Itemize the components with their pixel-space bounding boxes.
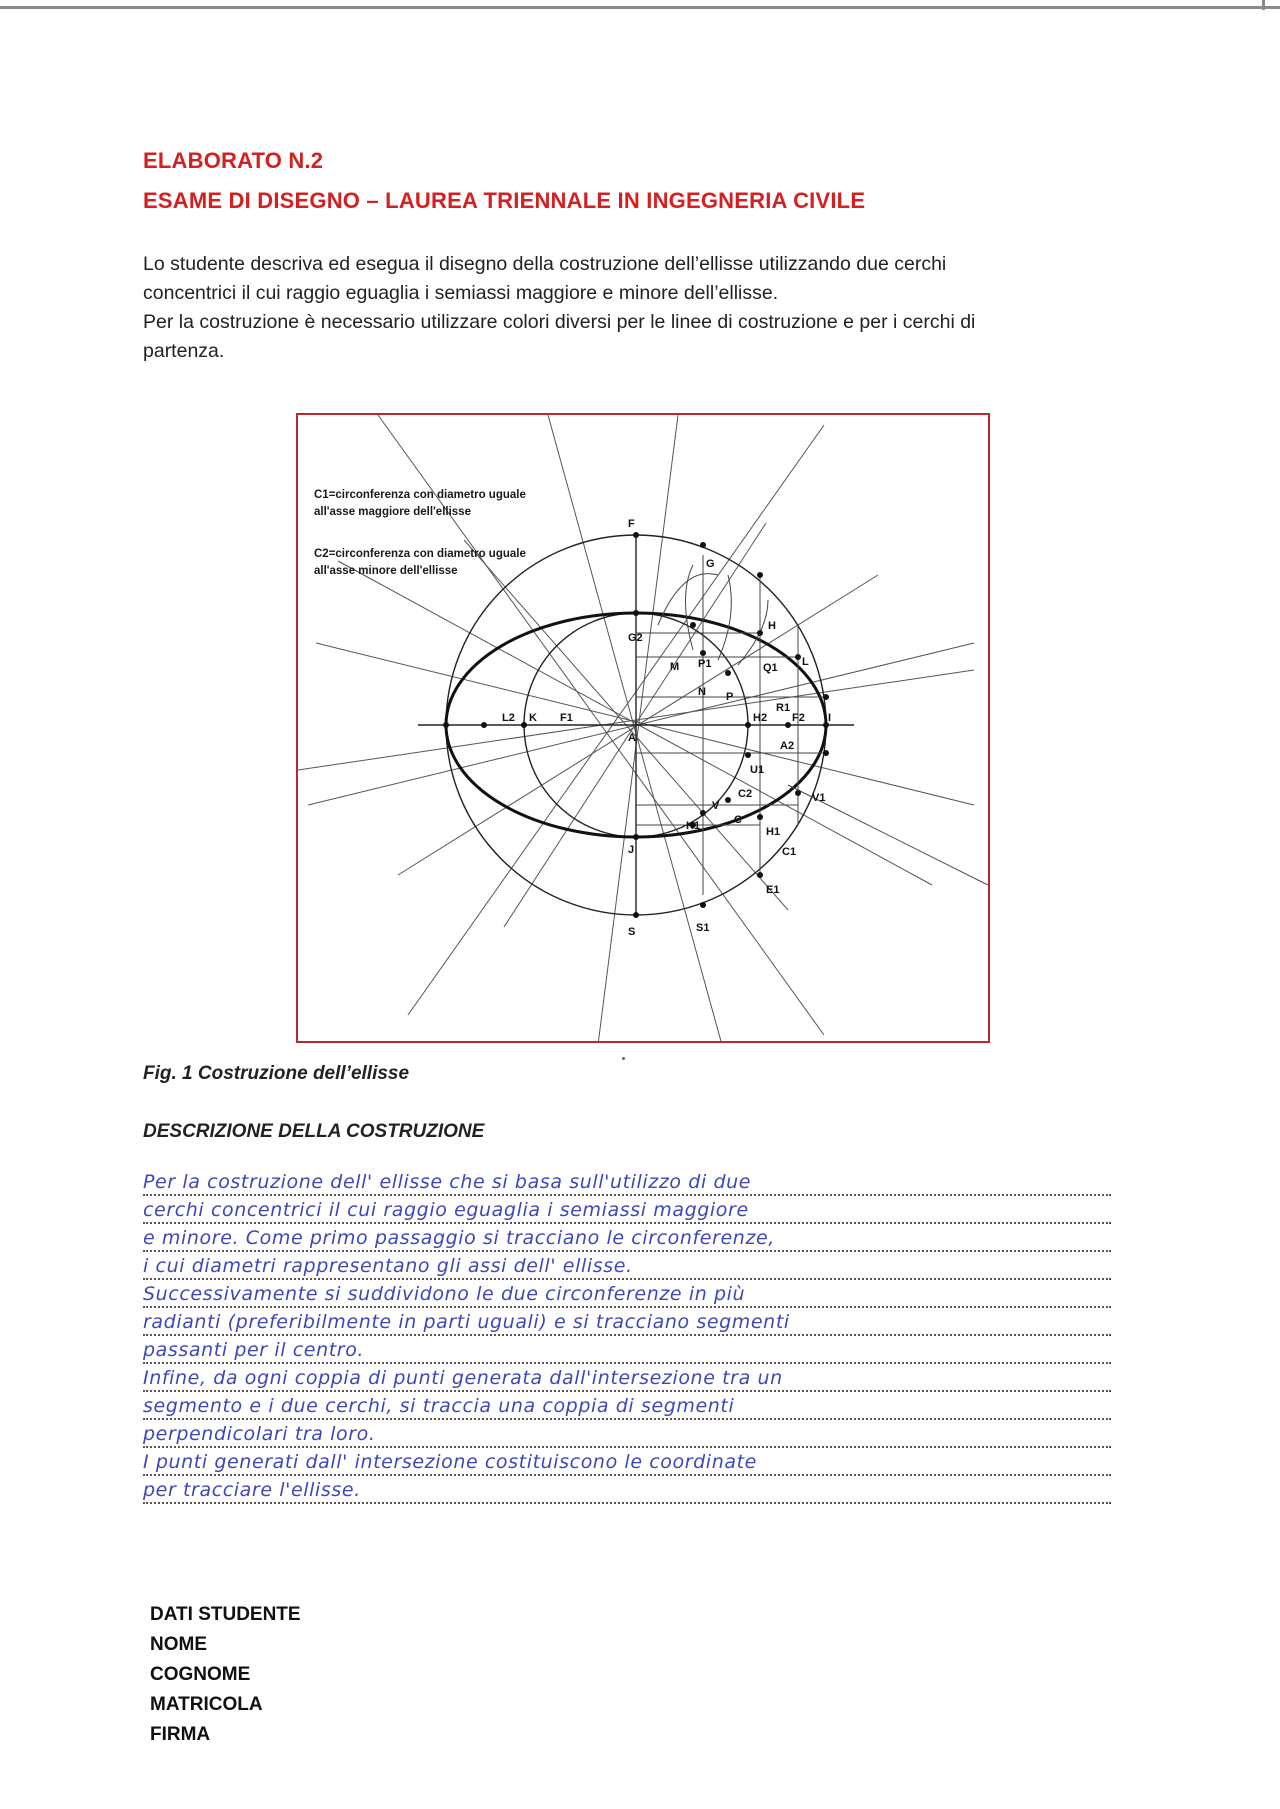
point-label: P1 [698,658,712,670]
description-heading: DESCRIZIONE DELLA COSTRUZIONE [143,1121,485,1142]
student-data-heading: DATI STUDENTE [150,1604,301,1625]
point-label: H [768,620,776,632]
handwritten-description [143,1168,1111,1504]
ellipse-construction-figure [296,413,990,1043]
point-label: F1 [560,712,573,724]
student-field-id: MATRICOLA [150,1694,263,1715]
point-labels [502,518,831,938]
handwritten-line [143,1308,1111,1336]
handwritten-line-text: perpendicolari tra loro. [143,1423,376,1445]
legend-line: C2=circonferenza con diametro uguale [314,548,526,560]
point-label: K1 [686,820,701,832]
assignment-text [143,250,1133,366]
point-label: E1 [766,884,780,896]
scan-top-rule [0,6,1280,9]
assignment-line: partenza. [143,340,225,362]
point-label: H1 [766,826,781,838]
student-field-surname: COGNOME [150,1664,251,1685]
legend-c1 [314,487,526,521]
handwritten-line-text: e minore. Come primo passaggio si tracciano le circonferenze, [143,1227,775,1249]
handwritten-line [143,1252,1111,1280]
handwritten-line-text: Infine, da ogni coppia di punti generata dall'intersezione tra un [143,1367,783,1389]
legend-line: all'asse maggiore dell'ellisse [314,506,471,518]
handwritten-line [143,1420,1111,1448]
point-label: M [670,661,680,673]
handwritten-line [143,1448,1111,1476]
handwritten-line [143,1280,1111,1308]
student-field-signature: FIRMA [150,1724,211,1745]
assignment-line: Lo studente descriva ed esegua il disegno della costruzione dell’ellisse utilizzando due cerchi [143,253,947,275]
exam-number-title: ELABORATO N.2 [143,148,324,173]
assignment-line: concentrici il cui raggio eguaglia i semiassi maggiore e minore dell’ellisse. [143,282,779,304]
handwritten-line-text: segmento e i due cerchi, si traccia una coppia di segmenti [143,1395,735,1417]
handwritten-line-text: i cui diametri rappresentano gli assi dell' ellisse. [143,1255,633,1277]
handwritten-line-text: cerchi concentrici il cui raggio eguaglia i semiassi maggiore [143,1199,749,1221]
point-label: H2 [753,712,768,724]
handwritten-line [143,1168,1111,1196]
handwritten-line [143,1364,1111,1392]
scan-speck [622,1057,625,1060]
handwritten-line-text: per tracciare l'ellisse. [143,1479,361,1501]
legend-line: C1=circonferenza con diametro uguale [314,489,526,501]
point-label: V [712,800,720,812]
point-label: J [628,844,635,856]
point-label: G [706,558,715,570]
point-label: A [628,732,636,744]
point-label: V1 [812,792,826,804]
handwritten-line-text: I punti generati dall' intersezione costituiscono le coordinate [143,1451,757,1473]
point-label: U1 [750,764,765,776]
point-label: A2 [780,740,795,752]
point-label: C1 [782,846,797,858]
point-label: C2 [738,788,753,800]
point-label: N [698,686,706,698]
handwritten-line [143,1196,1111,1224]
student-data-block [150,1600,301,1750]
exam-title: ESAME DI DISEGNO – LAUREA TRIENNALE IN INGEGNERIA CIVILE [143,188,866,213]
handwritten-line [143,1392,1111,1420]
point-label: L2 [502,712,515,724]
handwritten-line [143,1476,1111,1504]
student-field-name: NOME [150,1634,207,1655]
point-label: P [726,691,734,703]
point-label: K [529,712,537,724]
point-label: R1 [776,702,791,714]
point-label: F2 [792,712,805,724]
point-label: F [628,518,635,530]
handwritten-line-text: Successivamente si suddividono le due circonferenze in più [143,1283,746,1305]
point-label: Q1 [763,662,778,674]
assignment-line: Per la costruzione è necessario utilizzare colori diversi per le linee di costruzione e per i cerchi di [143,311,976,333]
point-label: S [628,926,636,938]
scan-corner-mark [1262,0,1265,10]
legend-line: all'asse minore dell'ellisse [314,565,458,577]
point-label: I [828,712,832,724]
figure-caption: Fig. 1 Costruzione dell’ellisse [143,1063,410,1084]
legend-c2 [314,546,526,580]
point-label: C [734,814,742,826]
point-label: L [802,656,809,668]
point-label: G2 [628,632,643,644]
handwritten-line-text: radianti (preferibilmente in parti uguali) e si tracciano segmenti [143,1311,790,1333]
handwritten-line [143,1224,1111,1252]
point-label: S1 [696,922,710,934]
handwritten-line-text: Per la costruzione dell' ellisse che si basa sull'utilizzo di due [143,1171,752,1193]
handwritten-line-text: passanti per il centro. [143,1339,365,1361]
handwritten-line [143,1336,1111,1364]
